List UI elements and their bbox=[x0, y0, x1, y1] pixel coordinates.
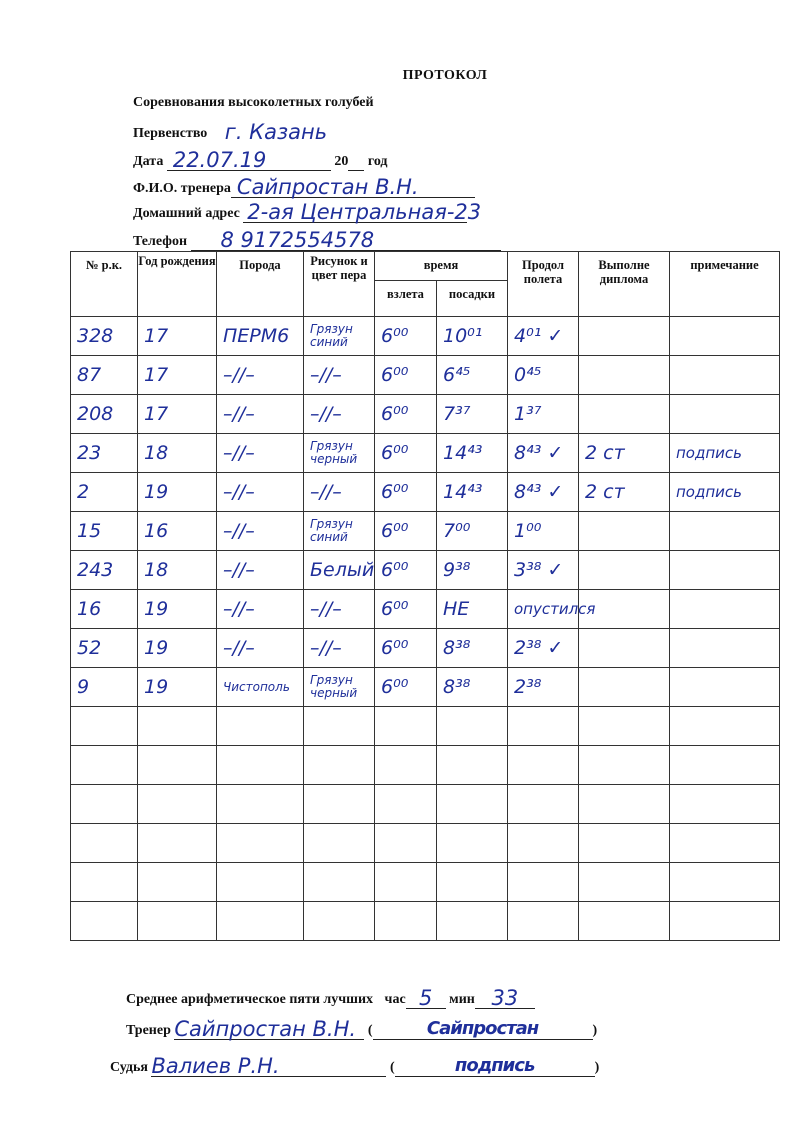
landing-cell: 7³⁷ bbox=[437, 395, 508, 434]
col-header-landing: посадки bbox=[437, 281, 508, 317]
takeoff-cell bbox=[375, 824, 437, 863]
breed-cell bbox=[217, 707, 304, 746]
birth-year-cell bbox=[138, 824, 217, 863]
note-cell bbox=[670, 707, 780, 746]
duration-cell: 1³⁷ bbox=[508, 395, 579, 434]
date-value: 22.07.19 bbox=[172, 148, 267, 172]
trainer-signature: Сайпростан bbox=[426, 1018, 539, 1039]
duration-cell bbox=[508, 824, 579, 863]
table-row bbox=[71, 668, 780, 707]
date-year-label: год bbox=[367, 154, 388, 169]
phone-value: 8 9172554578 bbox=[220, 228, 375, 252]
year-blank bbox=[348, 154, 364, 171]
trainer-signature-line bbox=[373, 1018, 593, 1040]
pattern-cell bbox=[304, 824, 375, 863]
ring-cell bbox=[71, 707, 138, 746]
landing-cell bbox=[437, 785, 508, 824]
pattern-cell: Грязун синий bbox=[304, 317, 375, 356]
breed-cell: –//– bbox=[217, 356, 304, 395]
ring-cell: 9 bbox=[71, 668, 138, 707]
duration-cell: 3³⁸ ✓ bbox=[508, 551, 579, 590]
duration-cell: 8⁴³ ✓ bbox=[508, 434, 579, 473]
duration-cell: 0⁴⁵ bbox=[508, 356, 579, 395]
breed-cell: –//– bbox=[217, 395, 304, 434]
address-label: Домашний адрес bbox=[133, 206, 240, 221]
pattern-cell bbox=[304, 707, 375, 746]
trainer-name-line bbox=[174, 1015, 364, 1040]
landing-cell bbox=[437, 824, 508, 863]
diploma-cell bbox=[579, 629, 670, 668]
note-cell bbox=[670, 590, 780, 629]
landing-cell: 8³⁸ bbox=[437, 668, 508, 707]
duration-cell bbox=[508, 863, 579, 902]
ring-cell bbox=[71, 902, 138, 941]
judge-row: Судья Валиев Р.Н. ( подпись ) bbox=[110, 1054, 600, 1078]
pattern-cell: –//– bbox=[304, 629, 375, 668]
duration-cell: 1⁰⁰ bbox=[508, 512, 579, 551]
birth-year-cell: 17 bbox=[138, 356, 217, 395]
col-header-breed: Порода bbox=[217, 252, 304, 317]
landing-cell bbox=[437, 707, 508, 746]
table-row bbox=[71, 434, 780, 473]
diploma-cell bbox=[579, 785, 670, 824]
landing-cell: 7⁰⁰ bbox=[437, 512, 508, 551]
birth-year-cell: 18 bbox=[138, 551, 217, 590]
breed-cell bbox=[217, 863, 304, 902]
judge-signature: подпись bbox=[454, 1055, 535, 1076]
average-hour-value: 5 bbox=[418, 986, 433, 1010]
breed-cell: Чистополь bbox=[217, 668, 304, 707]
ring-cell: 23 bbox=[71, 434, 138, 473]
ring-cell: 243 bbox=[71, 551, 138, 590]
note-cell bbox=[670, 746, 780, 785]
diploma-cell bbox=[579, 317, 670, 356]
breed-cell bbox=[217, 824, 304, 863]
breed-cell: –//– bbox=[217, 473, 304, 512]
judge-name-line bbox=[151, 1052, 386, 1077]
note-cell bbox=[670, 512, 780, 551]
pattern-cell bbox=[304, 746, 375, 785]
judge-name: Валиев Р.Н. bbox=[151, 1054, 280, 1078]
duration-cell bbox=[508, 785, 579, 824]
table-row bbox=[71, 590, 780, 629]
breed-cell: ПЕРМ6 bbox=[217, 317, 304, 356]
trainer-name-row bbox=[133, 173, 475, 198]
average-min-value: 33 bbox=[491, 986, 519, 1010]
ring-cell bbox=[71, 785, 138, 824]
breed-cell: –//– bbox=[217, 512, 304, 551]
trainer-name-field bbox=[231, 173, 475, 198]
note-cell bbox=[670, 395, 780, 434]
birth-year-cell: 19 bbox=[138, 473, 217, 512]
judge-label: Судья bbox=[110, 1060, 148, 1075]
table-row bbox=[71, 512, 780, 551]
landing-cell: 6⁴⁵ bbox=[437, 356, 508, 395]
ring-cell bbox=[71, 824, 138, 863]
takeoff-cell bbox=[375, 902, 437, 941]
table-row bbox=[71, 395, 780, 434]
landing-cell: 9³⁸ bbox=[437, 551, 508, 590]
table-row bbox=[71, 629, 780, 668]
phone-row bbox=[133, 226, 501, 251]
championship-label: Первенство bbox=[133, 126, 208, 141]
trainer-name-value: Сайпростан В.Н. bbox=[236, 175, 419, 199]
breed-cell: –//– bbox=[217, 434, 304, 473]
competition-subtitle: Соревнования высоколетных голубей bbox=[133, 95, 374, 110]
trainer-name-label: Ф.И.О. тренера bbox=[133, 181, 231, 196]
note-cell bbox=[670, 863, 780, 902]
duration-cell bbox=[508, 746, 579, 785]
note-cell bbox=[670, 785, 780, 824]
breed-cell: –//– bbox=[217, 590, 304, 629]
date-field bbox=[167, 146, 331, 171]
duration-cell bbox=[508, 902, 579, 941]
championship-value: г. Казань bbox=[224, 120, 328, 144]
ring-cell bbox=[71, 863, 138, 902]
breed-cell: –//– bbox=[217, 551, 304, 590]
landing-cell: 14⁴³ bbox=[437, 473, 508, 512]
birth-year-cell: 17 bbox=[138, 395, 217, 434]
note-cell bbox=[670, 551, 780, 590]
phone-label: Телефон bbox=[133, 234, 188, 249]
birth-year-cell: 17 bbox=[138, 317, 217, 356]
diploma-cell bbox=[579, 746, 670, 785]
takeoff-cell bbox=[375, 785, 437, 824]
duration-cell: 2³⁸ ✓ bbox=[508, 629, 579, 668]
note-cell: подпись bbox=[670, 473, 780, 512]
average-hour-label: час bbox=[384, 992, 406, 1007]
diploma-cell bbox=[579, 707, 670, 746]
pattern-cell: Грязун черный bbox=[304, 668, 375, 707]
duration-cell: 2³⁸ bbox=[508, 668, 579, 707]
landing-cell: 10⁰¹ bbox=[437, 317, 508, 356]
col-header-duration: Продол полета bbox=[508, 252, 579, 317]
col-header-note: примечание bbox=[670, 252, 780, 317]
pattern-cell bbox=[304, 863, 375, 902]
pattern-cell bbox=[304, 902, 375, 941]
takeoff-cell: 6⁰⁰ bbox=[375, 590, 437, 629]
breed-cell bbox=[217, 902, 304, 941]
birth-year-cell: 19 bbox=[138, 590, 217, 629]
takeoff-cell bbox=[375, 746, 437, 785]
diploma-cell bbox=[579, 668, 670, 707]
note-cell: подпись bbox=[670, 434, 780, 473]
col-header-takeoff: взлета bbox=[375, 281, 437, 317]
takeoff-cell bbox=[375, 863, 437, 902]
note-cell bbox=[670, 356, 780, 395]
diploma-cell bbox=[579, 902, 670, 941]
diploma-cell: 2 ст bbox=[579, 473, 670, 512]
results-table bbox=[70, 251, 780, 941]
birth-year-cell: 18 bbox=[138, 434, 217, 473]
takeoff-cell: 6⁰⁰ bbox=[375, 629, 437, 668]
birth-year-cell: 16 bbox=[138, 512, 217, 551]
birth-year-cell bbox=[138, 707, 217, 746]
average-min-field bbox=[475, 984, 535, 1009]
takeoff-cell: 6⁰⁰ bbox=[375, 434, 437, 473]
average-label: Среднее арифметическое пяти лучших bbox=[126, 992, 374, 1007]
birth-year-cell bbox=[138, 746, 217, 785]
breed-cell: –//– bbox=[217, 629, 304, 668]
diploma-cell bbox=[579, 863, 670, 902]
note-cell bbox=[670, 668, 780, 707]
ring-cell: 87 bbox=[71, 356, 138, 395]
breed-cell bbox=[217, 785, 304, 824]
date-year-prefix: 20 bbox=[334, 154, 349, 169]
trainer-row: Тренер Сайпростан В.Н. ( Сайпростан ) bbox=[126, 1017, 598, 1041]
pattern-cell: Грязун синий bbox=[304, 512, 375, 551]
diploma-cell bbox=[579, 395, 670, 434]
landing-cell: 8³⁸ bbox=[437, 629, 508, 668]
col-header-ring: № р.к. bbox=[71, 252, 138, 317]
phone-field bbox=[191, 226, 501, 251]
ring-cell: 328 bbox=[71, 317, 138, 356]
table-row bbox=[71, 473, 780, 512]
note-cell bbox=[670, 824, 780, 863]
table-row bbox=[71, 785, 780, 824]
birth-year-cell: 19 bbox=[138, 668, 217, 707]
takeoff-cell: 6⁰⁰ bbox=[375, 551, 437, 590]
duration-cell bbox=[508, 707, 579, 746]
pattern-cell: –//– bbox=[304, 590, 375, 629]
date-row bbox=[133, 146, 388, 171]
address-field bbox=[243, 198, 482, 224]
address-row bbox=[133, 198, 482, 224]
pattern-cell: –//– bbox=[304, 473, 375, 512]
diploma-cell: 2 ст bbox=[579, 434, 670, 473]
diploma-cell bbox=[579, 512, 670, 551]
ring-cell: 208 bbox=[71, 395, 138, 434]
birth-year-cell bbox=[138, 863, 217, 902]
pattern-cell bbox=[304, 785, 375, 824]
birth-year-cell bbox=[138, 902, 217, 941]
diploma-cell bbox=[579, 551, 670, 590]
table-row bbox=[71, 824, 780, 863]
takeoff-cell: 6⁰⁰ bbox=[375, 668, 437, 707]
ring-cell: 16 bbox=[71, 590, 138, 629]
pattern-cell: –//– bbox=[304, 356, 375, 395]
page-title: ПРОТОКОЛ bbox=[402, 68, 488, 83]
landing-cell bbox=[437, 863, 508, 902]
table-row bbox=[71, 551, 780, 590]
takeoff-cell: 6⁰⁰ bbox=[375, 512, 437, 551]
takeoff-cell bbox=[375, 707, 437, 746]
duration-cell: 8⁴³ ✓ bbox=[508, 473, 579, 512]
average-row bbox=[126, 984, 535, 1009]
table-row bbox=[71, 902, 780, 941]
ring-cell: 52 bbox=[71, 629, 138, 668]
landing-cell bbox=[437, 902, 508, 941]
takeoff-cell: 6⁰⁰ bbox=[375, 395, 437, 434]
birth-year-cell bbox=[138, 785, 217, 824]
address-value: 2-ая Центральная-23 bbox=[247, 200, 482, 224]
diploma-cell bbox=[579, 824, 670, 863]
note-cell bbox=[670, 902, 780, 941]
takeoff-cell: 6⁰⁰ bbox=[375, 317, 437, 356]
note-cell bbox=[670, 317, 780, 356]
judge-signature-line bbox=[395, 1055, 595, 1077]
table-row bbox=[71, 317, 780, 356]
duration-cell: 4⁰¹ ✓ bbox=[508, 317, 579, 356]
landing-cell: 14⁴³ bbox=[437, 434, 508, 473]
diploma-cell bbox=[579, 356, 670, 395]
table-row bbox=[71, 746, 780, 785]
landing-cell: НЕ bbox=[437, 590, 508, 629]
birth-year-cell: 19 bbox=[138, 629, 217, 668]
average-hour-field bbox=[406, 984, 446, 1009]
date-label: Дата bbox=[133, 154, 164, 169]
table-row bbox=[71, 707, 780, 746]
championship-row bbox=[133, 118, 327, 142]
trainer-label: Тренер bbox=[126, 1023, 171, 1038]
ring-cell: 2 bbox=[71, 473, 138, 512]
pattern-cell: Грязун черный bbox=[304, 434, 375, 473]
takeoff-cell: 6⁰⁰ bbox=[375, 356, 437, 395]
breed-cell bbox=[217, 746, 304, 785]
ring-cell bbox=[71, 746, 138, 785]
note-cell bbox=[670, 629, 780, 668]
trainer-sign-name: Сайпростан В.Н. bbox=[174, 1017, 357, 1041]
col-header-time: время bbox=[375, 252, 508, 281]
col-header-pattern: Рисунок и цвет пера bbox=[304, 252, 375, 317]
duration-cell: опустился bbox=[508, 590, 579, 629]
col-header-birth-year: Год рождения bbox=[138, 252, 217, 317]
table-row bbox=[71, 863, 780, 902]
table-row bbox=[71, 356, 780, 395]
pattern-cell: Белый bbox=[304, 551, 375, 590]
landing-cell bbox=[437, 746, 508, 785]
col-header-diploma: Выполне диплома bbox=[579, 252, 670, 317]
average-min-label: мин bbox=[449, 992, 475, 1007]
ring-cell: 15 bbox=[71, 512, 138, 551]
pattern-cell: –//– bbox=[304, 395, 375, 434]
takeoff-cell: 6⁰⁰ bbox=[375, 473, 437, 512]
